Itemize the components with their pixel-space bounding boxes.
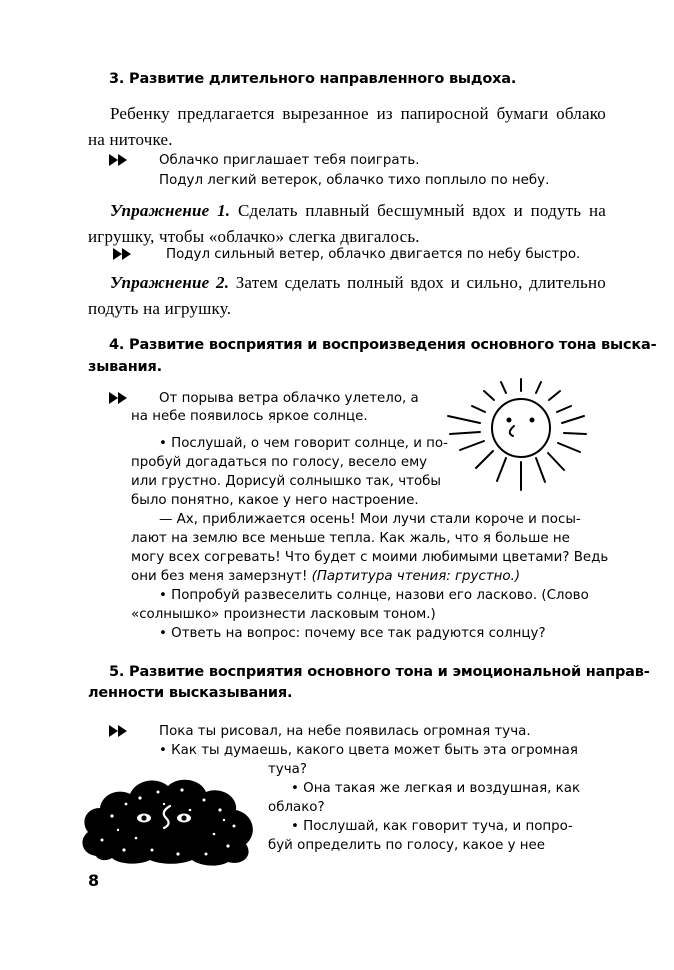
double-arrow-icon	[109, 152, 135, 168]
exercise-1-label: Упражнение 1.	[110, 201, 231, 220]
exercise-2-label: Упражнение 2.	[110, 273, 230, 292]
autumn-speech-line-1: — Ах, приближается осень! Мои лучи стали короче и посы-	[159, 512, 581, 527]
double-arrow-icon	[113, 246, 139, 262]
listen-sun-line-1: • Послушай, о чем говорит солнце, и по-	[159, 436, 448, 451]
listen-sun-line-2: пробуй догадаться по голосу, весело ему	[131, 455, 428, 470]
sun-illustration	[444, 376, 588, 492]
light-airy-question-line-2: облако?	[268, 800, 325, 815]
answer-question-line: • Ответь на вопрос: почему все так радуются солнцу?	[159, 626, 546, 641]
exercise-2	[88, 270, 606, 322]
listen-cloud-line-1: • Послушай, как говорит туча, и попро-	[291, 819, 573, 834]
double-arrow-icon	[109, 390, 135, 406]
exercise-1-text: Сделать плавный бесшумный вдох и подуть на игрушку, чтобы «облачко» слегка двигалось.	[88, 201, 606, 246]
strong-wind-line: Подул сильный ветер, облачко двигается по небу быстро.	[166, 247, 581, 262]
section-4-heading-line-2: зывания.	[88, 359, 162, 375]
reading-score-note: (Партитура чтения: грустно.)	[311, 569, 521, 584]
cloud-color-question-line-2: туча?	[268, 762, 307, 777]
light-airy-question-line-1: • Она такая же легкая и воздушная, как	[291, 781, 581, 796]
autumn-speech-line-4	[131, 567, 520, 586]
section-3-intro-text: Ребенку предлагается вырезанное из папиросной бумаги облако на ниточке.	[88, 104, 606, 149]
exercise-2-text: Затем сделать полный вдох и сильно, длительно подуть на игрушку.	[88, 273, 606, 318]
section-5-heading-line-1: 5. Развитие восприятия основного тона и эмоциональной направ-	[109, 664, 650, 680]
listen-cloud-line-2: буй определить по голосу, какое у нее	[268, 838, 545, 853]
listen-sun-line-3: или грустно. Дорисуй солнышко так, чтобы	[131, 474, 441, 489]
exercise-1	[88, 198, 606, 250]
storm-cloud-line: Пока ты рисовал, на небе появилась огромная туча.	[159, 724, 531, 739]
sun-appeared-line-2: на небе появилось яркое солнце.	[131, 409, 368, 424]
section-3-heading: 3. Развитие длительного направленного выдоха.	[109, 71, 517, 87]
section-5-heading-line-2: ленности высказывания.	[88, 685, 293, 701]
sun-appeared-line-1: От порыва ветра облачко улетело, а	[159, 391, 419, 406]
autumn-speech-line-3: могу всех согревать! Что будет с моими любимыми цветами? Ведь	[131, 550, 609, 565]
storm-cloud-illustration	[78, 774, 260, 868]
cloud-color-question-line-1: • Как ты думаешь, какого цвета может быть эта огромная	[159, 743, 578, 758]
autumn-speech-text: они без меня замерзнут!	[131, 569, 308, 584]
section-3-intro	[88, 101, 606, 153]
cheer-sun-line-2: «солнышко» произнести ласковым тоном.)	[131, 607, 436, 622]
cloud-invite-line: Облачко приглашает тебя поиграть.	[159, 153, 420, 168]
cloud-breeze-line: Подул легкий ветерок, облачко тихо поплыло по небу.	[159, 173, 550, 188]
page-number: 8	[88, 871, 99, 890]
listen-sun-line-4: было понятно, какое у него настроение.	[131, 493, 419, 508]
double-arrow-icon	[109, 723, 135, 739]
autumn-speech-line-2: лают на землю все меньше тепла. Как жаль, что я больше не	[131, 531, 570, 546]
cheer-sun-line-1: • Попробуй развеселить солнце, назови его ласково. (Слово	[159, 588, 589, 603]
section-4-heading-line-1: 4. Развитие восприятия и воспроизведения основного тона выска-	[109, 337, 657, 353]
